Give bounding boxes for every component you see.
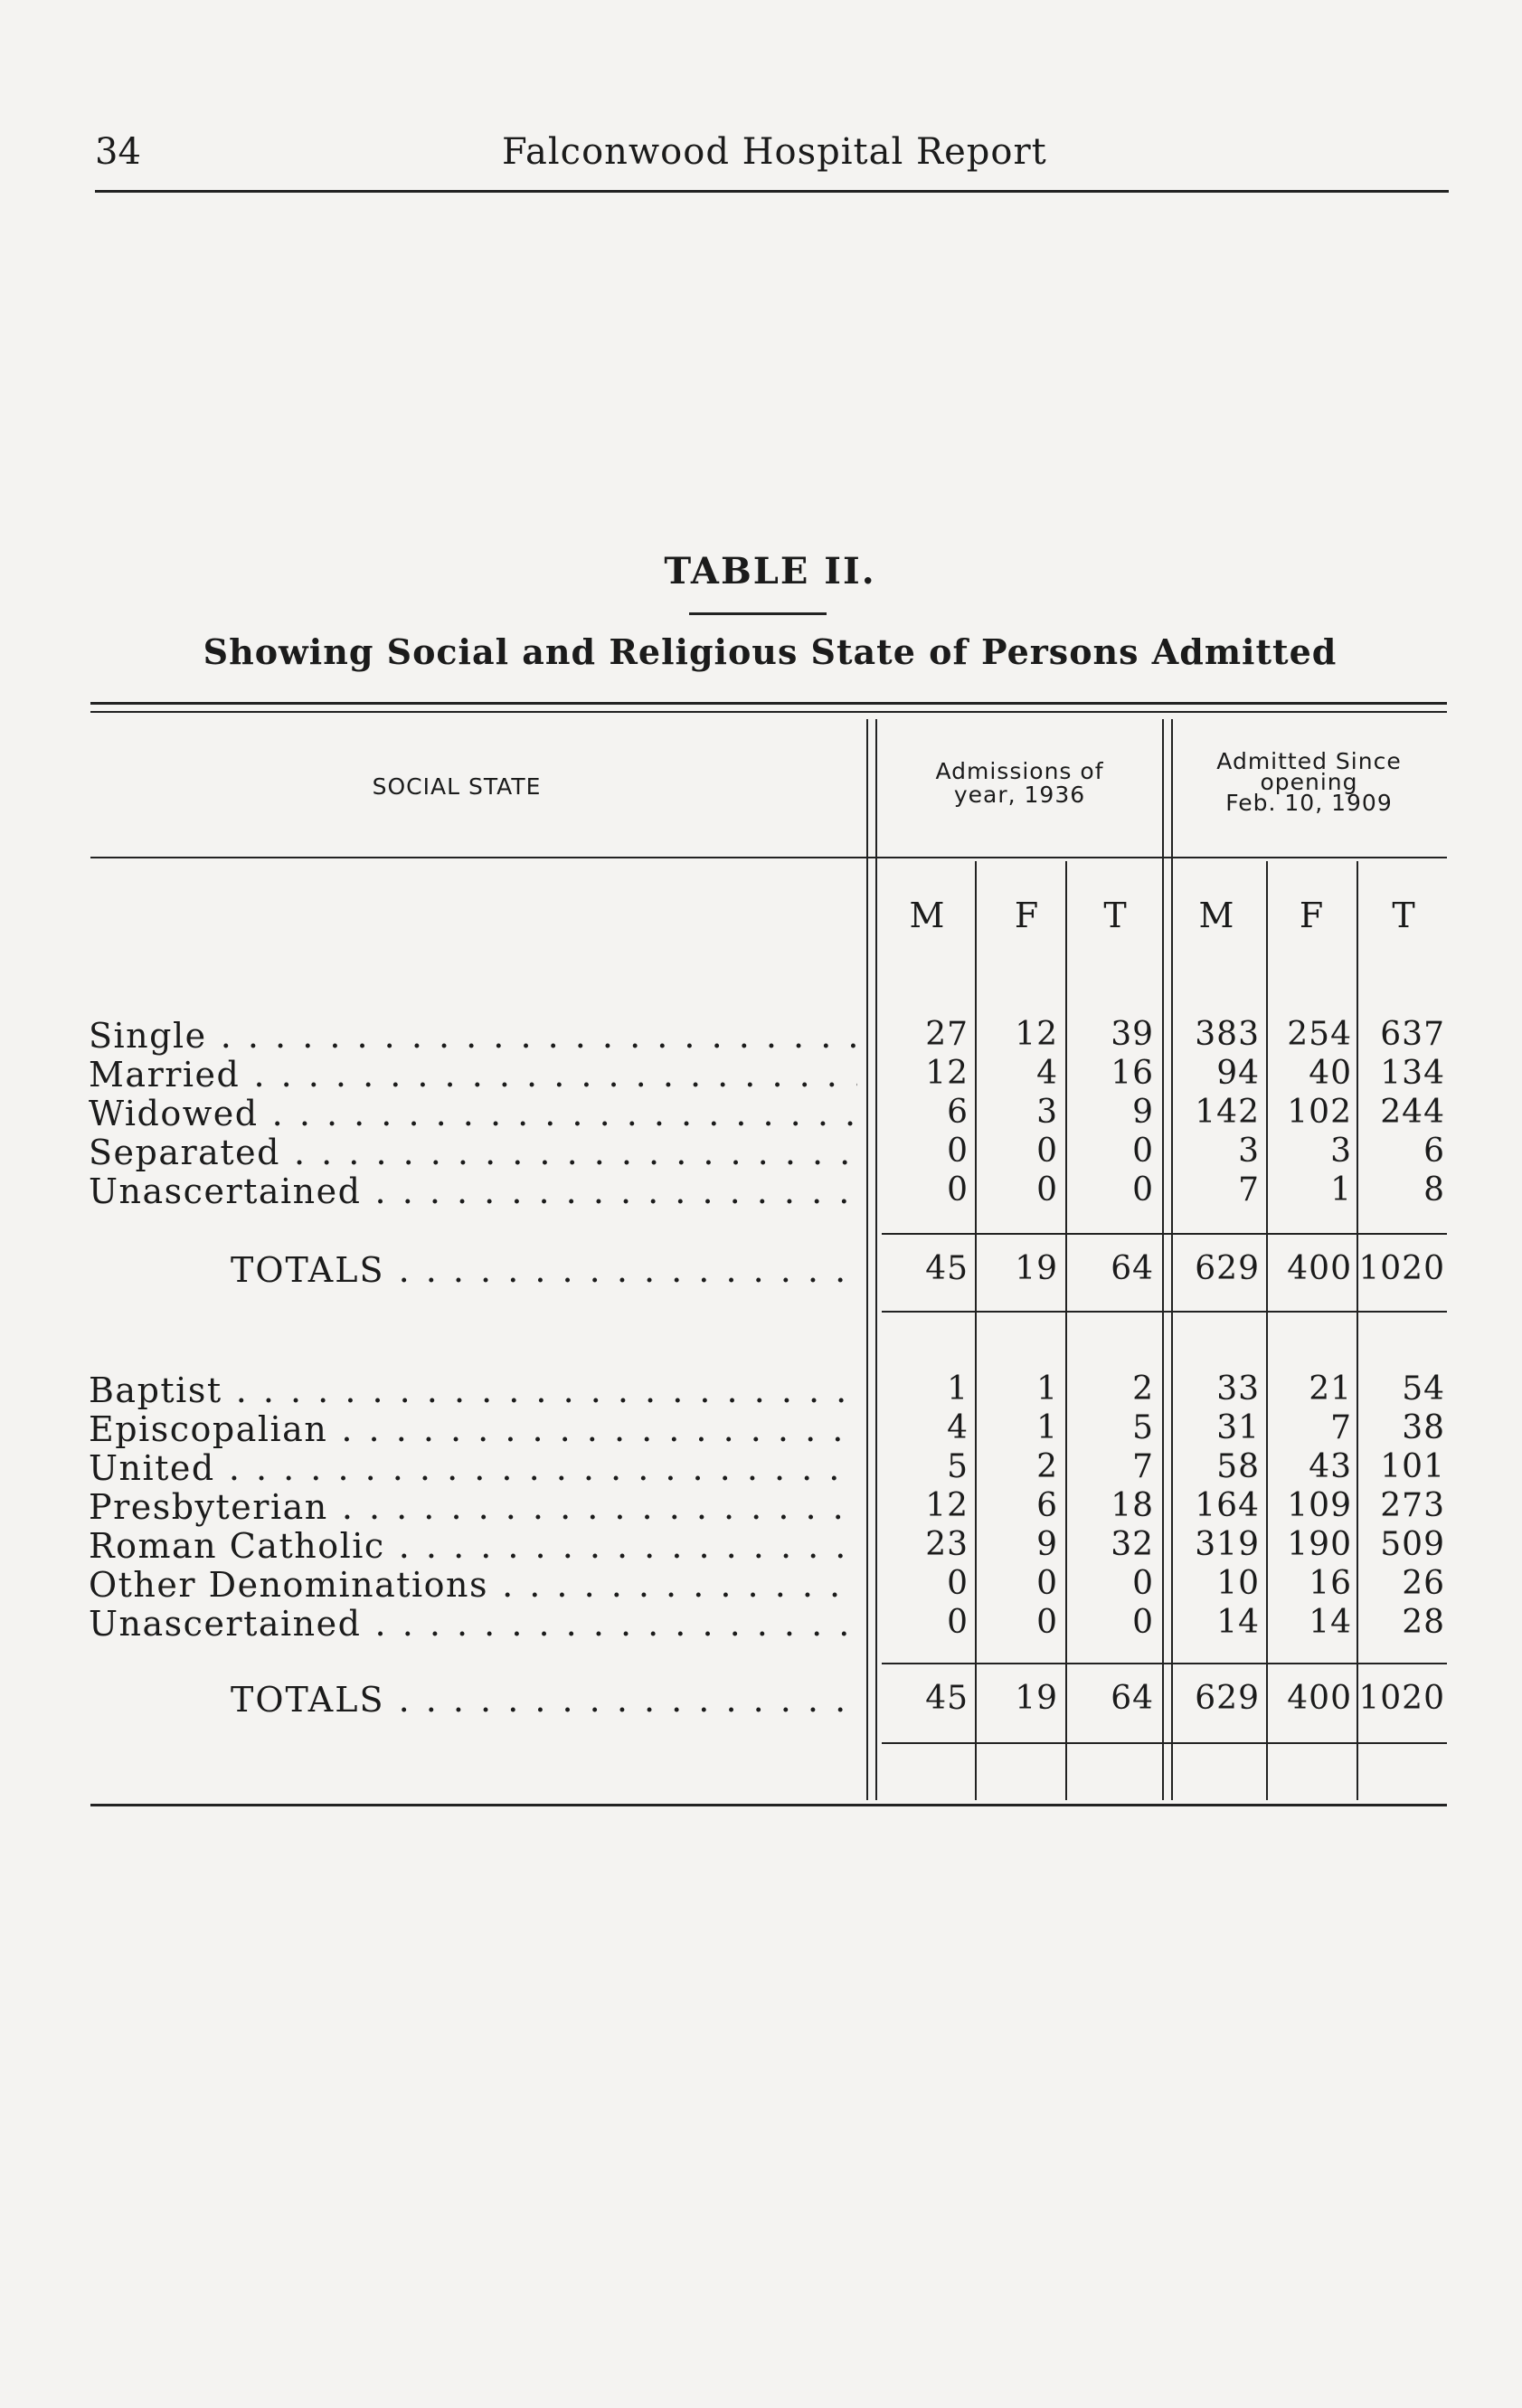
table-title: TABLE II. — [664, 550, 876, 593]
cell: 0 — [947, 1565, 969, 1602]
col-t-total: T — [1392, 896, 1415, 935]
totals-label: TOTALS . . . — [231, 1250, 857, 1290]
totals-row — [0, 1250, 1522, 1289]
col-f-1936: F — [1014, 896, 1039, 935]
cell: 16 — [1111, 1055, 1154, 1092]
table-row — [0, 1526, 1522, 1565]
cell: 14 — [1309, 1604, 1352, 1641]
table-row — [0, 1448, 1522, 1487]
cell: 3 — [1036, 1094, 1058, 1131]
col-f-total: F — [1299, 896, 1324, 935]
totals-label: TOTALS . . . — [231, 1680, 857, 1720]
column-rule — [1065, 861, 1067, 1800]
group-header-line: opening — [1260, 769, 1358, 795]
cell: 16 — [1309, 1565, 1352, 1602]
table-row — [0, 1604, 1522, 1643]
table-row — [0, 1133, 1522, 1171]
group-header-since-opening — [1171, 748, 1447, 816]
col-t-1936: T — [1103, 896, 1127, 935]
col-m-1936: M — [909, 896, 945, 935]
cell: 7 — [1238, 1171, 1260, 1209]
cell: 383 — [1195, 1016, 1260, 1053]
cell: 142 — [1195, 1094, 1260, 1131]
table-row — [0, 1370, 1522, 1409]
cell: 244 — [1380, 1094, 1445, 1131]
cell: 400 — [1287, 1250, 1352, 1287]
cell: 14 — [1216, 1604, 1260, 1641]
group-header-line: year, 1936 — [953, 782, 1086, 808]
table-subtitle: Showing Social and Religious State of Persons Admitted — [203, 631, 1338, 672]
totals-rule — [882, 1311, 1447, 1313]
cell: 190 — [1287, 1526, 1352, 1563]
cell: 23 — [925, 1526, 969, 1563]
totals-rule — [882, 1233, 1447, 1235]
cell: 9 — [1132, 1094, 1154, 1131]
cell: 5 — [1132, 1409, 1154, 1446]
cell: 58 — [1216, 1448, 1260, 1485]
table-top-rule — [90, 702, 1447, 705]
table-row — [0, 1171, 1522, 1210]
cell: 0 — [947, 1171, 969, 1209]
cell: 3 — [1238, 1133, 1260, 1170]
cell: 40 — [1309, 1055, 1352, 1092]
row-label: Other Denominations . . . — [89, 1565, 857, 1605]
running-title: Falconwood Hospital Report — [502, 131, 1047, 173]
cell: 0 — [1132, 1171, 1154, 1209]
cell: 12 — [925, 1487, 969, 1524]
cell: 4 — [947, 1409, 969, 1446]
cell: 164 — [1195, 1487, 1260, 1524]
cell: 31 — [1216, 1409, 1260, 1446]
row-label: Unascertained . . . — [89, 1171, 857, 1211]
cell: 94 — [1216, 1055, 1260, 1092]
cell: 1020 — [1358, 1680, 1445, 1717]
cell: 1 — [1036, 1370, 1058, 1408]
cell: 39 — [1111, 1016, 1154, 1053]
cell: 101 — [1380, 1448, 1445, 1485]
cell: 0 — [947, 1604, 969, 1641]
row-label: Roman Catholic . . . — [89, 1526, 857, 1566]
cell: 7 — [1330, 1409, 1352, 1446]
cell: 0 — [1132, 1565, 1154, 1602]
row-label: Single . . . — [89, 1016, 857, 1056]
cell: 33 — [1216, 1370, 1260, 1408]
cell: 8 — [1423, 1171, 1445, 1209]
cell: 12 — [1015, 1016, 1058, 1053]
stub-header: SOCIAL STATE — [372, 773, 542, 800]
cell: 10 — [1216, 1565, 1260, 1602]
cell: 12 — [925, 1055, 969, 1092]
cell: 64 — [1111, 1680, 1154, 1717]
column-rule — [1266, 861, 1268, 1800]
group-header-line: Feb. 10, 1909 — [1225, 790, 1393, 816]
cell: 0 — [1036, 1565, 1058, 1602]
cell: 629 — [1195, 1250, 1260, 1287]
table-bottom-rule — [90, 1804, 1447, 1806]
row-label: Widowed . . . — [89, 1094, 857, 1133]
cell: 18 — [1111, 1487, 1154, 1524]
cell: 319 — [1195, 1526, 1260, 1563]
row-label: Married . . . — [89, 1055, 857, 1095]
cell: 0 — [1132, 1604, 1154, 1641]
cell: 102 — [1287, 1094, 1352, 1131]
cell: 21 — [1309, 1370, 1352, 1408]
cell: 2 — [1036, 1448, 1058, 1485]
table-row — [0, 1016, 1522, 1055]
cell: 109 — [1287, 1487, 1352, 1524]
cell: 19 — [1015, 1680, 1058, 1717]
cell: 19 — [1015, 1250, 1058, 1287]
totals-rule — [882, 1663, 1447, 1664]
group-header-1936 — [882, 760, 1158, 807]
page-number: 34 — [95, 131, 141, 173]
cell: 254 — [1287, 1016, 1352, 1053]
cell: 629 — [1195, 1680, 1260, 1717]
cell: 45 — [925, 1680, 969, 1717]
cell: 6 — [947, 1094, 969, 1131]
table-row — [0, 1094, 1522, 1133]
row-label: Presbyterian . . . — [89, 1487, 857, 1527]
table-row — [0, 1487, 1522, 1526]
cell: 43 — [1309, 1448, 1352, 1485]
cell: 45 — [925, 1250, 969, 1287]
cell: 400 — [1287, 1680, 1352, 1717]
cell: 2 — [1132, 1370, 1154, 1408]
cell: 509 — [1380, 1526, 1445, 1563]
cell: 4 — [1036, 1055, 1058, 1092]
col-m-total: M — [1198, 896, 1234, 935]
running-head — [90, 131, 1447, 185]
cell: 0 — [1036, 1133, 1058, 1170]
cell: 0 — [1036, 1604, 1058, 1641]
cell: 32 — [1111, 1526, 1154, 1563]
cell: 6 — [1423, 1133, 1445, 1170]
header-divider — [90, 857, 1447, 858]
row-label: United . . . — [89, 1448, 857, 1488]
cell: 134 — [1380, 1055, 1445, 1092]
totals-row — [0, 1680, 1522, 1719]
column-rule — [1357, 861, 1358, 1800]
cell: 0 — [1036, 1171, 1058, 1209]
group-header-line: Admitted Since — [1216, 748, 1402, 774]
cell: 54 — [1402, 1370, 1445, 1408]
table-row — [0, 1565, 1522, 1604]
table-row — [0, 1055, 1522, 1094]
cell: 0 — [947, 1133, 969, 1170]
cell: 38 — [1402, 1409, 1445, 1446]
cell: 6 — [1036, 1487, 1058, 1524]
cell: 28 — [1402, 1604, 1445, 1641]
row-label: Baptist . . . — [89, 1370, 857, 1410]
cell: 637 — [1380, 1016, 1445, 1053]
title-underline — [689, 612, 827, 615]
cell: 1 — [947, 1370, 969, 1408]
row-label: Unascertained . . . — [89, 1604, 857, 1644]
totals-rule — [882, 1742, 1447, 1744]
cell: 0 — [1132, 1133, 1154, 1170]
cell: 273 — [1380, 1487, 1445, 1524]
cell: 7 — [1132, 1448, 1154, 1485]
cell: 1 — [1330, 1171, 1352, 1209]
cell: 5 — [947, 1448, 969, 1485]
cell: 1 — [1036, 1409, 1058, 1446]
group-header-line: Admissions of — [935, 758, 1104, 784]
table-row — [0, 1409, 1522, 1448]
cell: 9 — [1036, 1526, 1058, 1563]
cell: 27 — [925, 1016, 969, 1053]
row-label: Episcopalian . . . — [89, 1409, 857, 1449]
header-rule — [95, 190, 1449, 193]
cell: 64 — [1111, 1250, 1154, 1287]
cell: 1020 — [1358, 1250, 1445, 1287]
row-label: Separated . . . — [89, 1133, 857, 1172]
cell: 3 — [1330, 1133, 1352, 1170]
column-rule — [975, 861, 977, 1800]
cell: 26 — [1402, 1565, 1445, 1602]
table-top-rule-inner — [90, 711, 1447, 713]
